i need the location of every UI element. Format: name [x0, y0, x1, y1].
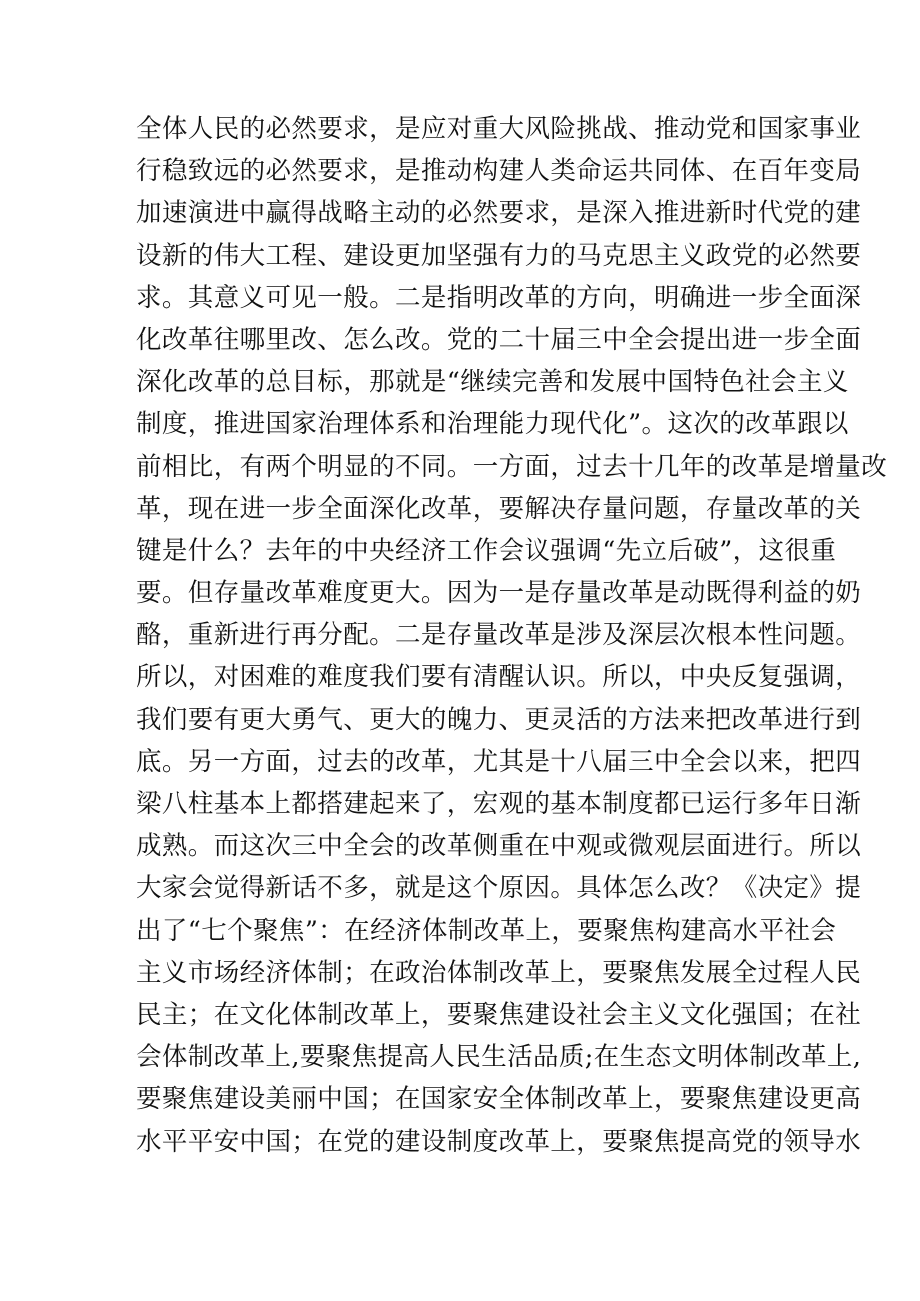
text-line: 要。但存量改革难度更大。因为一是存量改革是动既得利益的奶	[136, 578, 862, 609]
text-line: 加速演进中赢得战略主动的必然要求，是深入推进新时代党的建	[136, 198, 862, 229]
text-line: 出了“七个聚焦”：在经济体制改革上，要聚焦构建高水平社会	[136, 915, 837, 946]
text-line: 底。另一方面，过去的改革，尤其是十八届三中全会以来，把四	[136, 746, 862, 777]
text-line: 水平平安中国；在党的建设制度改革上，要聚焦提高党的领导水	[136, 1126, 862, 1157]
text-line: 制度，推进国家治理体系和治理能力现代化”。这次的改革跟以	[136, 409, 849, 440]
text-line: 要聚焦建设美丽中国；在国家安全体制改革上，要聚焦建设更高	[136, 1084, 862, 1115]
text-line: 键是什么？去年的中央经济工作会议强调“先立后破”，这很重	[136, 535, 837, 566]
text-line: 化改革往哪里改、怎么改。党的二十届三中全会提出进一步全面	[136, 324, 862, 355]
text-line: 主义市场经济体制；在政治体制改革上，要聚焦发展全过程人民	[136, 957, 862, 988]
text-line: 深化改革的总目标，那就是“继续完善和发展中国特色社会主义	[136, 367, 849, 398]
text-line: 我们要有更大勇气、更大的魄力、更灵活的方法来把改革进行到	[136, 704, 862, 735]
text-line: 成熟。而这次三中全会的改革侧重在中观或微观层面进行。所以	[136, 831, 862, 862]
text-line: 酪，重新进行再分配。二是存量改革是涉及深层次根本性问题。	[136, 620, 862, 651]
text-line: 会体制改革上,要聚焦提高人民生活品质;在生态文明体制改革上,	[136, 1042, 862, 1073]
text-line: 革，现在进一步全面深化改革，要解决存量问题，存量改革的关	[136, 493, 862, 524]
text-line: 梁八柱基本上都搭建起来了，宏观的基本制度都已运行多年日渐	[136, 789, 862, 819]
text-line: 民主；在文化体制改革上，要聚焦建设社会主义文化强国；在社	[136, 999, 862, 1030]
text-line: 前相比，有两个明显的不同。一方面，过去十几年的改革是增量改	[136, 451, 888, 482]
body-text	[136, 108, 888, 1163]
text-line: 所以，对困难的难度我们要有清醒认识。所以，中央反复强调，	[136, 662, 862, 693]
text-line: 大家会觉得新话不多，就是这个原因。具体怎么改？《决定》提	[136, 873, 862, 904]
text-line: 求。其意义可见一般。二是指明改革的方向，明确进一步全面深	[136, 282, 862, 313]
text-line: 行稳致远的必然要求，是推动构建人类命运共同体、在百年变局	[136, 156, 862, 187]
text-line: 设新的伟大工程、建设更加坚强有力的马克思主义政党的必然要	[136, 240, 862, 271]
text-line: 全体人民的必然要求，是应对重大风险挑战、推动党和国家事业	[136, 114, 862, 144]
